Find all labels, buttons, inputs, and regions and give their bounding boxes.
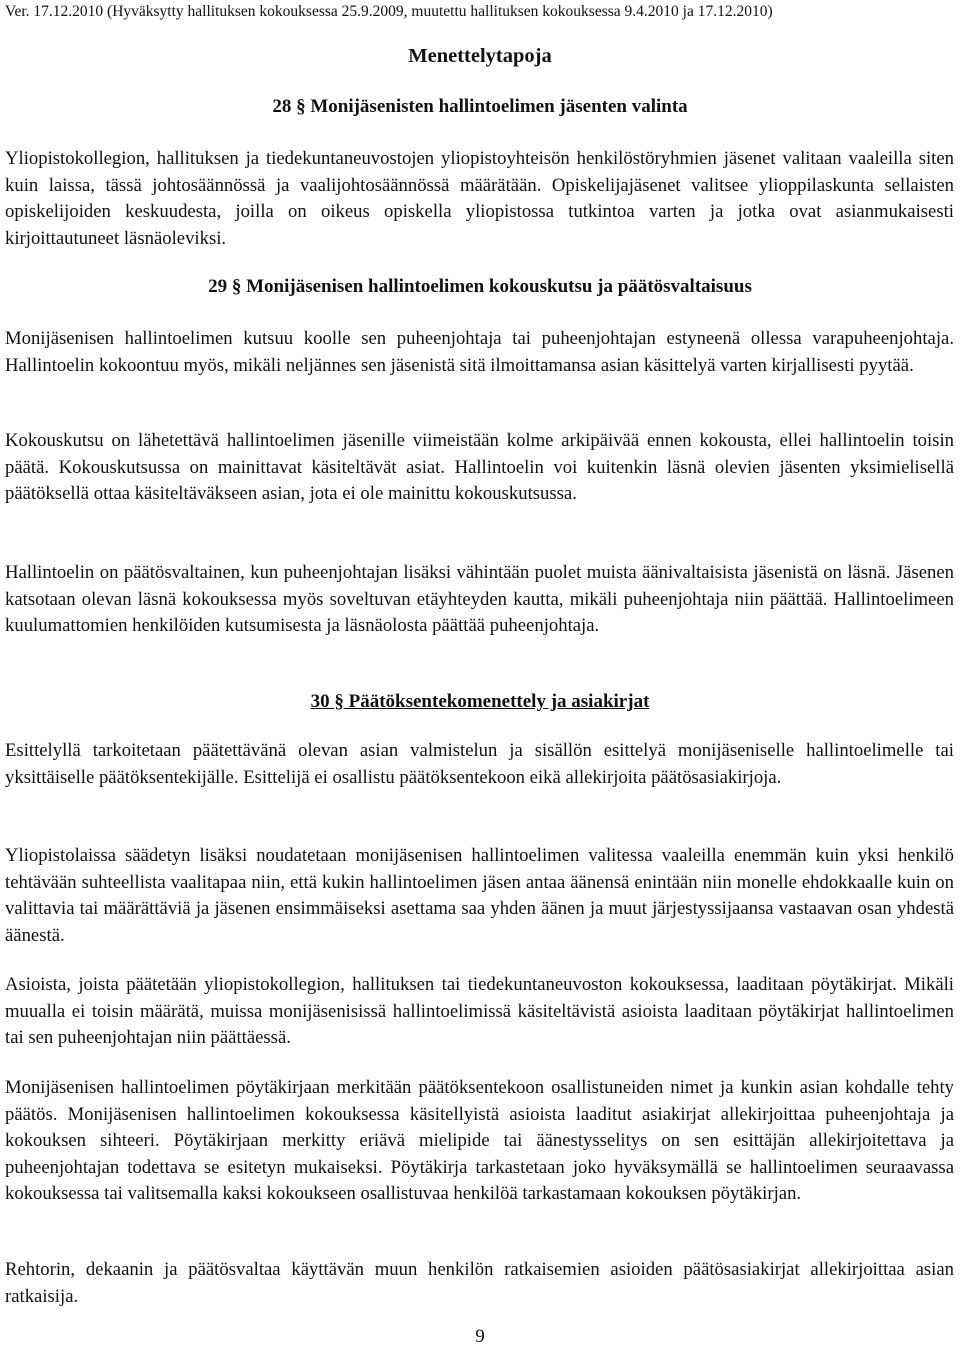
- page-number: 9: [475, 1326, 485, 1347]
- section-28-heading: [0, 94, 960, 120]
- version-header: Ver. 17.12.2010 (Hyväksytty hallituksen kokouksessa 25.9.2009, muutettu hallituksen kokouksessa 9.4.2010 ja 17.12.2010): [5, 3, 773, 20]
- section-30-paragraph-5: Rehtorin, dekaanin ja päätösvaltaa käyttävän muun henkilön ratkaisemien asioiden päätösasiakirjat allekirjoittaa asian ratkaisija.: [5, 1259, 954, 1307]
- section-29-paragraph-3: Hallintoelin on päätösvaltainen, kun puheenjohtajan lisäksi vähintään puolet muista äänivaltaisista jäsenistä on läsnä. Jäsenen katsotaan olevan läsnä kokouksessa myös soveltuvan etäyhteyden kautta, mikäli puheenjohtaja niin päättää. Hallintoelimeen kuulumattomien henkilöiden kutsumisesta ja läsnäolosta päättää puheenjohtaja.: [5, 562, 954, 636]
- section-30-paragraph-4: Monijäsenisen hallintoelimen pöytäkirjaan merkitään päätöksentekoon osallistuneiden nimet ja kunkin asian kohdalle tehty päätös. Monijäsenisen hallintoelimen kokouksessa käsitellyistä asioista laaditut asiakirjat allekirjoittaa puheenjohtaja ja kokouksen sihteeri. Pöytäkirjaan merkitty eriävä mielipide tai äänestysselitys on sen esittäjän allekirjoitettava ja puheenjohtajan todettava se esitetyn mukaiseksi. Pöytäkirja tarkastetaan joko hyväksymällä se hallintoelimen seuraavassa kokouksessa tai valitsemalla kaksi kokoukseen osallistuvaa henkilöä tarkastamaan kokouksen pöytäkirjan.: [5, 1077, 954, 1204]
- document-title: Menettelytapoja: [408, 45, 552, 67]
- section-29-heading: [0, 274, 960, 300]
- section-28-paragraph-1: Yliopistokollegion, hallituksen ja tiedekuntaneuvostojen yliopistoyhteisön henkilöstöryhmien jäsenet valitaan vaaleilla siten kuin laissa, tässä johtosäännössä ja vaalijohtosäännössä määrätään. Opiskelijajäsenet valitsee ylioppilaskunta sellaisten opiskelijoiden keskuudesta, joilla on oikeus opiskella yliopistossa tutkintoa varten ja jotka ovat asianmukaisesti kirjoittautuneet läsnäoleviksi.: [5, 148, 954, 249]
- section-30-paragraph-2: Yliopistolaissa säädetyn lisäksi noudatetaan monijäsenisen hallintoelimen valitessa vaaleilla enemmän kuin yksi henkilö tehtävään suhteellista vaalitapaa niin, että kukin hallintoelimen jäsen antaa äänensä enintään niin monelle ehdokkaalle kuin on valittavia tai määrättäviä ja jäsenen ensimmäiseksi asettama saa yhden äänen ja muut järjestyssijaansa vastaavan osan yhdestä äänestä.: [5, 845, 954, 946]
- section-30-heading: [0, 689, 960, 715]
- section-29-heading-text: 29 § Monijäsenisen hallintoelimen kokouskutsu ja päätösvaltaisuus: [208, 276, 752, 297]
- section-30-paragraph-1: Esittelyllä tarkoitetaan päätettävänä olevan asian valmistelun ja sisällön esittelyä monijäseniselle hallintoelimelle tai yksittäiselle päätöksentekijälle. Esittelijä ei osallistu päätöksentekoon eikä allekirjoita päätösasiakirjoja.: [5, 740, 954, 788]
- section-29-paragraph-1: Monijäsenisen hallintoelimen kutsuu koolle sen puheenjohtaja tai puheenjohtajan estyneenä ollessa varapuheenjohtaja. Hallintoelin kokoontuu myös, mikäli neljännes sen jäsenistä sitä ilmoittamansa asian käsittelyä varten kirjallisesti pyytää.: [5, 328, 954, 376]
- section-29-paragraph-2: Kokouskutsu on lähetettävä hallintoelimen jäsenille viimeistään kolme arkipäivää ennen kokousta, ellei hallintoelin toisin päätä. Kokouskutsussa on mainittavat käsiteltävät asiat. Hallintoelin voi kuitenkin läsnä olevien jäsenten yksimielisellä päätöksellä ottaa käsiteltäväkseen asian, jota ei ole mainittu kokouskutsussa.: [5, 430, 954, 504]
- section-30-paragraph-3: Asioista, joista päätetään yliopistokollegion, hallituksen tai tiedekuntaneuvoston kokouksessa, laaditaan pöytäkirjat. Mikäli muualla ei toisin määrätä, muissa monijäsenisissä hallintoelimissä käsiteltävistä asioista laaditaan pöytäkirjat hallintoelimen tai sen puheenjohtajan niin päättäessä.: [5, 974, 954, 1048]
- section-30-heading-text: 30 § Päätöksentekomenettely ja asiakirjat: [310, 691, 650, 712]
- section-28-heading-text: 28 § Monijäsenisten hallintoelimen jäsenten valinta: [272, 96, 688, 117]
